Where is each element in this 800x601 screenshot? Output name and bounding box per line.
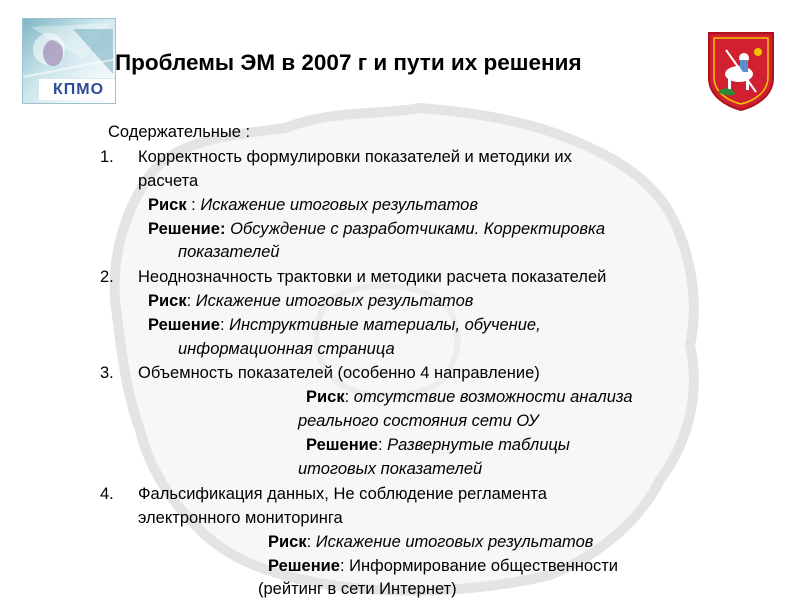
solution-line bbox=[268, 554, 618, 578]
item-text: электронного мониторинга bbox=[138, 509, 343, 527]
risk-line bbox=[148, 289, 473, 313]
solution-line bbox=[148, 313, 541, 337]
solution-label: Решение bbox=[306, 436, 378, 454]
item-number: 1. bbox=[100, 148, 114, 166]
risk-text: Искажение итоговых результатов bbox=[200, 196, 478, 214]
risk-text-cont: реального состояния сети ОУ bbox=[298, 412, 539, 430]
item-text: Корректность формулировки показателей и методики их bbox=[138, 148, 572, 166]
item-number: 4. bbox=[100, 485, 114, 503]
risk-line bbox=[268, 530, 593, 554]
risk-text bbox=[298, 409, 539, 433]
solution-label: Решение: bbox=[148, 220, 226, 238]
separator: : bbox=[186, 196, 201, 214]
solution-label: Решение bbox=[268, 557, 340, 575]
risk-line bbox=[306, 385, 633, 409]
risk-label: Риск bbox=[306, 388, 345, 406]
solution-text-cont: информационная страница bbox=[178, 340, 395, 358]
solution-line bbox=[148, 217, 605, 241]
section-label: Содержательные : bbox=[108, 123, 251, 141]
item-text: Объемность показателей (особенно 4 направление) bbox=[138, 364, 540, 382]
solution-text-cont: показателей bbox=[178, 243, 280, 261]
solution-text bbox=[178, 337, 395, 361]
separator: : bbox=[340, 557, 350, 575]
item-text: Неоднозначность трактовки и методики расчета показателей bbox=[138, 268, 607, 286]
separator: : bbox=[186, 292, 196, 310]
risk-label: Риск bbox=[148, 292, 187, 310]
separator: : bbox=[344, 388, 354, 406]
risk-label: Риск bbox=[148, 196, 187, 214]
solution-line bbox=[306, 433, 570, 457]
solution-text bbox=[178, 240, 280, 264]
solution-text: Обсуждение с разработчиками. Корректировка bbox=[230, 220, 606, 238]
solution-label: Решение bbox=[148, 316, 220, 334]
coat-of-arms-icon bbox=[706, 30, 776, 112]
solution-text-cont: итоговых показателей bbox=[298, 460, 483, 478]
separator: : bbox=[378, 436, 388, 454]
item-number: 3. bbox=[100, 364, 114, 382]
item-text: Фальсификация данных, Не соблюдение регламента bbox=[138, 485, 547, 503]
risk-label: Риск bbox=[268, 533, 307, 551]
item-text: расчета bbox=[138, 172, 199, 190]
solution-text: (рейтинг в сети Интернет) bbox=[258, 580, 457, 598]
solution-text bbox=[298, 457, 482, 481]
solution-text: Информирование общественности bbox=[349, 557, 619, 575]
separator: : bbox=[220, 316, 230, 334]
solution-text: Инструктивные материалы, обучение, bbox=[229, 316, 541, 334]
item-number: 2. bbox=[100, 268, 114, 286]
risk-text: Искажение итоговых результатов bbox=[315, 533, 594, 551]
risk-text: отсутствие возможности анализа bbox=[353, 388, 633, 406]
solution-text: Развернутые таблицы bbox=[387, 436, 570, 454]
kpmo-logo bbox=[22, 18, 116, 104]
separator: : bbox=[306, 533, 316, 551]
page-title: Проблемы ЭМ в 2007 г и пути их решения bbox=[115, 50, 582, 75]
logo-text: КПМО bbox=[39, 78, 115, 100]
risk-line bbox=[148, 193, 478, 217]
risk-text: Искажение итоговых результатов bbox=[195, 292, 474, 310]
